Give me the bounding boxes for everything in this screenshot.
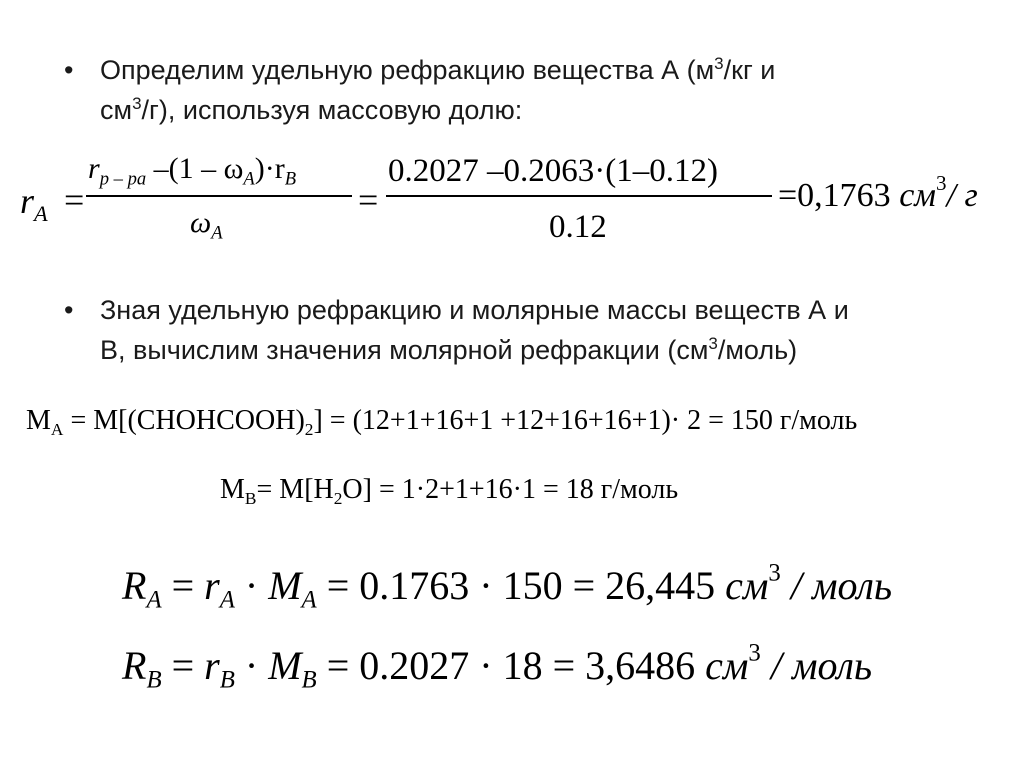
fraction-2-bar [386, 195, 772, 197]
formula-molar-mass-b: $M_B= M[H_2O] = 1\cdot 2+1+16\cdot 1 = 18$ г/моль [220, 474, 679, 509]
formula-equals: = [64, 180, 85, 220]
formula-lhs: $r_A$ [20, 181, 48, 226]
bullet-2-line-2: В, вычислим значения молярной рефракции $(см^3/моль)$ [100, 334, 798, 365]
bullet-2-text [100, 290, 1000, 370]
formula-molar-refraction-a: $R_A = r_A \cdot M_A = 0.1763 \cdot 150 = 26,445$ $см^3$ / моль [122, 559, 893, 614]
bullet-dot: • [64, 55, 74, 85]
fraction-1-numerator: $r_{p - pa}$ $-(1 - \omega_A)\cdot r_B$ [88, 152, 297, 190]
bullet-1-line-2: $см^3/г$), используя массовую долю: [100, 94, 523, 125]
formula-molar-refraction-b: $R_B = r_B \cdot M_B = 0.2027 \cdot 18 = 3,6486$ $см^3$ / моль [122, 639, 873, 694]
fraction-2-numerator: 0.2027 –0.2063·(1–0.12) [388, 153, 718, 189]
formula-molar-mass-a: $M_A$ = $M[(CHOHCOOH)_2] = (12+1+16+1 +12+16+16+1)\cdot 2 = 150$ г/моль [26, 405, 858, 440]
fraction-1-denominator: $\omega_A$ [190, 206, 223, 244]
fraction-2-denominator: 0.12 [549, 209, 607, 245]
bullet-1-text [100, 50, 1000, 130]
formula-result: =0,1763 $см^3/$ г [778, 171, 978, 214]
bullet-dot: • [64, 295, 74, 325]
bullet-2-line-1: Зная удельную рефракцию и молярные массы веществ А и [100, 295, 849, 325]
bullet-1-line-1: Определим удельную рефракцию вещества А ($м^3/кг$ и [100, 54, 776, 85]
formula-equals-2: = [358, 180, 379, 220]
fraction-1-bar [86, 195, 352, 197]
